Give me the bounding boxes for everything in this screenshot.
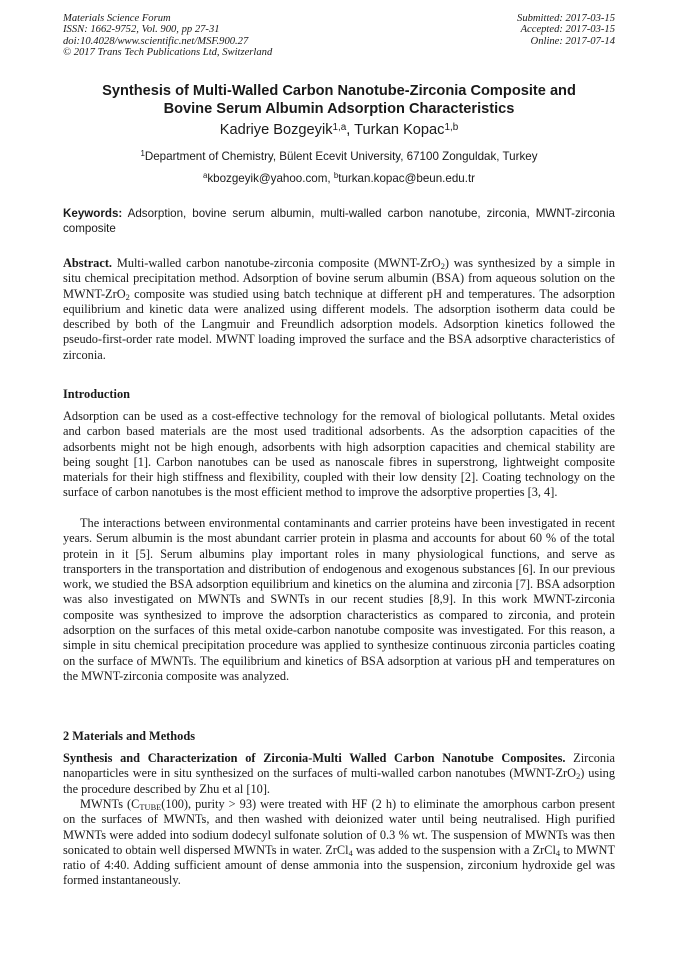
- methods-p2-text-2: (100), purity > 93) were treated with HF (2 h) to eliminate the amorphous carbon present on the surfaces of MWNTs, and then washed with deionized water until being neutralised. High purified MWNTs were added into sodium dodecyl sulfonate solution of 0.3 % wt. The suspension of MWNTs was then sonicated to obtain well dispersed MWNTs in water. ZrCl: [63, 797, 615, 857]
- affiliation-number: 1: [140, 149, 145, 159]
- email-a-marker: a: [202, 171, 208, 181]
- issn-line: ISSN: 1662-9752, Vol. 900, pp 27-31: [63, 24, 220, 36]
- author-2: Turkan Kopac: [354, 122, 445, 138]
- author-emails: [63, 172, 615, 186]
- methods-paragraph-1: [63, 751, 615, 797]
- methods-p2-sub-2: 4: [348, 848, 353, 858]
- abstract-text-1: Multi-walled carbon nanotube-zirconia composite (MWNT-ZrO: [112, 256, 441, 270]
- accepted-date: Accepted: 2017-03-15: [520, 24, 615, 36]
- publication-dates: [517, 13, 615, 47]
- author-1-affil: 1,a: [332, 121, 347, 133]
- methods-subheading: Synthesis and Characterization of Zirconia-Multi Walled Carbon Nanotube Composites.: [63, 751, 566, 765]
- abstract-sub-1: 2: [440, 262, 445, 272]
- methods-p2-sub-3: 4: [555, 848, 561, 858]
- email-b-marker: b: [333, 171, 339, 181]
- keywords-label: Keywords:: [63, 207, 123, 220]
- methods-p1-text-1: Zirconia nanoparticles were in situ synthesized on the surfaces of multi-walled carbon nanotubes (MWNT-ZrO: [63, 751, 615, 781]
- journal-info: [63, 13, 272, 58]
- doi-line: doi:10.4028/www.scientific.net/MSF.900.27: [63, 35, 249, 47]
- email-b[interactable]: turkan.kopac@beun.edu.tr: [338, 172, 476, 185]
- online-date: Online: 2017-07-14: [530, 35, 615, 47]
- abstract-label: Abstract.: [63, 256, 113, 270]
- author-list: [63, 122, 615, 139]
- methods-p1-text-2: ) using the procedure described by Zhu et al [10].: [63, 766, 615, 796]
- email-a[interactable]: kbozgeyik@yahoo.com,: [207, 172, 334, 185]
- affiliation-text: Department of Chemistry, Bülent Ecevit University, 67100 Zonguldak, Turkey: [144, 150, 538, 163]
- submitted-date: Submitted: 2017-03-15: [517, 13, 615, 24]
- abstract-sub-2: 2: [125, 292, 130, 302]
- abstract-section: [63, 256, 615, 363]
- introduction-paragraph-2: The interactions between environmental contaminants and carrier proteins have been investigated in recent years. Serum albumin is the most abundant carrier protein in plasma and accounts for about 60 % of the total protein in it [5]. Serum albumins play important roles in many physiological functions, and serve as transporters in the transportation and distribution of endogenous and exogenous substances [6]. In our previous work, we studied the BSA adsorption equilibrium and kinetics on the alumina and zirconia [7]. BSA adsorption was also investigated on MWNTs and SWNTs in our recent studies [8,9]. In this work MWNT-zirconia composite was synthesized to improve the adsorption characteristics as compared to zirconia, and protein adsorption on the surfaces of this metal oxide-carbon nanotube composite was investigated. For this reason, a simple in situ chemical precipitation procedure was applied to synthesize continuous zirconia particles coating on the surface of MWNTs. The equilibrium and kinetics of BSA adsorption at various pH and temperatures on the MWNT-zirconia composite was analyzed.: [63, 516, 615, 683]
- abstract-text-3: composite was studied using batch technique at different pH and temperatures. The adsorption equilibrium and kinetic data were analized using different models. The adsorption isotherm data could be described by both of the Langmuir and Freundlich adsorption models. Adsorption kinetics followed the pseudo-first-order rate model. MWNT loading improved the surface and the BSA adsorptive characteristics of zirconia.: [63, 286, 615, 362]
- introduction-paragraph-1: Adsorption can be used as a cost-effective technology for the removal of biological pollutants. Metal oxides and carbon based materials are the most used traditional adsorbents. As the adsorption capacities of the adsorbents might not be high enough, adsorbents with high adsorption capacities and chemical stability are being sought [1]. Carbon nanotubes can be used as nanoscale fibres in superstrong, lightweight composite materials for their high stiffness and flexibility, coupled with their low density [2]. Coating technology on the surface of carbon nanotubes is the most efficient method to improve the adsorptive properties [3, 4].: [63, 409, 615, 500]
- methods-p2-sub-1: TUBE: [139, 803, 162, 813]
- keywords-section: [63, 207, 615, 236]
- introduction-heading: Introduction: [63, 387, 130, 401]
- title-line-1: Synthesis of Multi-Walled Carbon Nanotube-Zirconia Composite and: [102, 83, 576, 99]
- abstract-text-2: ) was synthesized by a simple in situ chemical precipitation method. Adsorption of bovine serum albumin (BSA) from aqueous solution on the MWNT-ZrO: [63, 256, 615, 301]
- author-1: Kadriye Bozgeyik: [219, 122, 333, 138]
- paper-title: [63, 83, 615, 118]
- author-2-affil: 1,b: [444, 121, 459, 133]
- methods-heading: 2 Materials and Methods: [63, 729, 196, 743]
- methods-paragraph-2: [63, 797, 615, 889]
- affiliation: [63, 150, 615, 164]
- title-line-2: Bovine Serum Albumin Adsorption Characteristics: [163, 100, 515, 117]
- author-separator: ,: [346, 122, 355, 138]
- methods-p2-text-3: was added to the suspension with a ZrCl: [352, 842, 556, 857]
- abstract-paragraph: [63, 256, 615, 363]
- keywords-text: Adsorption, bovine serum albumin, multi-walled carbon nanotube, zirconia, MWNT-zirconia composite: [63, 207, 615, 235]
- methods-p2-text-1: MWNTs (C: [80, 797, 140, 811]
- methods-p1-sub-1: 2: [576, 772, 581, 782]
- methods-p2-text-4: to MWNT ratio of 4:40. Adding sufficient amount of dense ammonia into the suspension, zirconium hydroxide gel was formed instantaneously.: [63, 842, 615, 888]
- journal-name: Materials Science Forum: [63, 13, 171, 24]
- copyright-line: © 2017 Trans Tech Publications Ltd, Switzerland: [63, 46, 273, 58]
